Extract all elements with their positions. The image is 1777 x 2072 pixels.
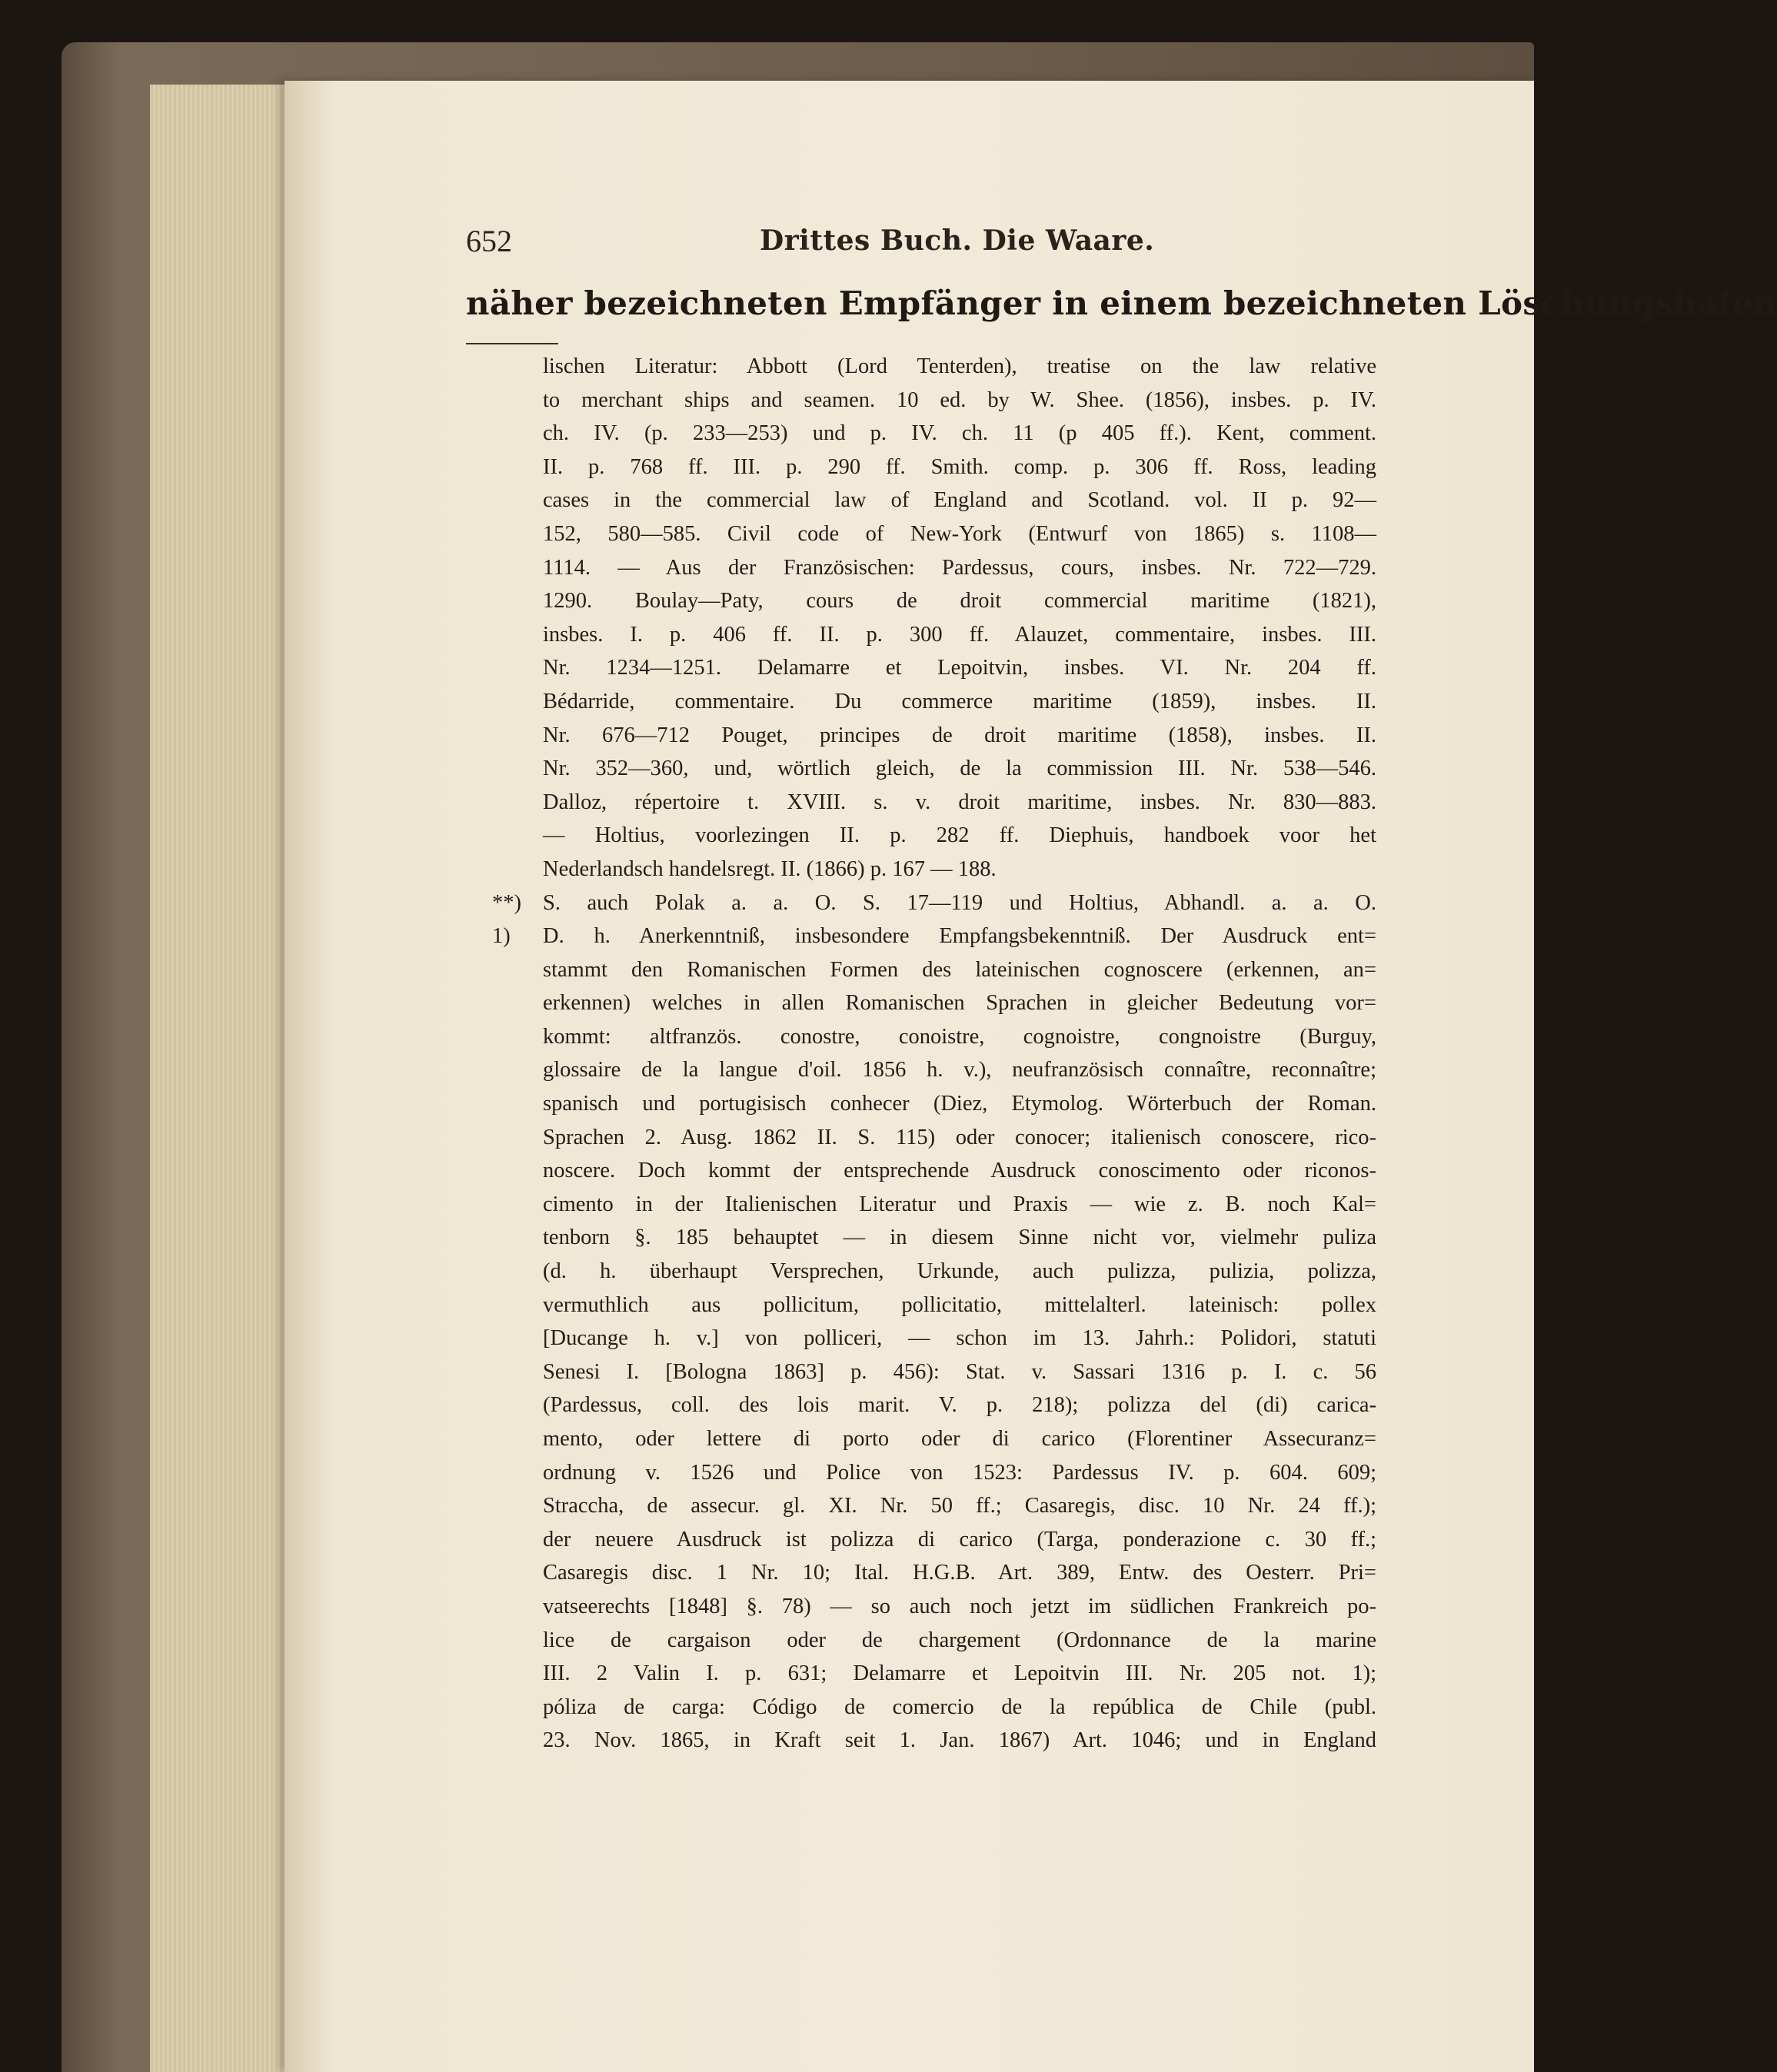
footnote-line: Senesi I. [Bologna 1863] p. 456): Stat. v. Sassari 1316 p. I. c. 56 [543, 1359, 1376, 1384]
footnote-line: spanisch und portugisisch conhecer (Diez, Etymolog. Wörterbuch der Roman. [543, 1092, 1376, 1116]
footnote-line: tenborn §. 185 behauptet — in diesem Sinne nicht vor, vielmehr puliza [543, 1226, 1376, 1250]
footnote-line: kommt: altfranzös. conostre, conoistre, cognoistre, congnoistre (Burguy, [543, 1024, 1376, 1049]
footnote-line: der neuere Ausdruck ist polizza di carico (Targa, ponderazione c. 30 ff.; [543, 1527, 1376, 1552]
footnote-line: (d. h. überhaupt Versprechen, Urkunde, auch pulizza, pulizia, polizza, [543, 1259, 1376, 1284]
footnote-line: Casaregis disc. 1 Nr. 10; Ital. H.G.B. Art. 389, Entw. des Oesterr. Pri= [543, 1561, 1376, 1585]
footnote-line: vermuthlich aus pollicitum, pollicitatio, mittelalterl. lateinisch: pollex [543, 1292, 1376, 1317]
footnotes [461, 350, 1376, 1758]
footnote-line: noscere. Doch kommt der entsprechende Ausdruck conoscimento oder riconos- [543, 1159, 1376, 1183]
page-number: 652 [466, 224, 512, 258]
footnote-rule [466, 343, 558, 344]
footnote-line: Nr. 676—712 Pouget, principes de droit maritime (1858), insbes. II. [543, 723, 1376, 747]
footnote-line: 1114. — Aus der Französischen: Pardessus, cours, insbes. Nr. 722—729. [543, 555, 1376, 580]
footnote-line: ch. IV. (p. 233—253) und p. IV. ch. 11 (p 405 ff.). Kent, comment. [543, 421, 1376, 446]
footnote-line: Sprachen 2. Ausg. 1862 II. S. 115) oder conocer; italienisch conoscere, rico- [543, 1125, 1376, 1149]
footnote-line: Dalloz, répertoire t. XVIII. s. v. droit maritime, insbes. Nr. 830—883. [543, 790, 1376, 814]
footnote-line: Nederlandsch handelsregt. II. (1866) p. 167 — 188. [543, 856, 997, 881]
footnote-line: D. h. Anerkenntniß, insbesondere Empfangsbekenntniß. Der Ausdruck ent= [543, 924, 1376, 949]
footnote-marker: 1) [492, 924, 511, 949]
footnote-line: (Pardessus, coll. des lois marit. V. p. 218); polizza del (di) carica- [543, 1393, 1376, 1418]
footnote-line: cimento in der Italienischen Literatur und Praxis — wie z. B. noch Kal= [543, 1192, 1376, 1216]
footnote-line: II. p. 768 ff. III. p. 290 ff. Smith. comp. p. 306 ff. Ross, leading [543, 454, 1376, 479]
footnote-marker: **) [492, 890, 521, 915]
running-title: Drittes Buch. Die Waare. [760, 224, 1155, 257]
footnote-line: vatseerechts [1848] §. 78) — so auch noch jetzt im südlichen Frankreich po- [543, 1594, 1376, 1618]
footnote-line: III. 2 Valin I. p. 631; Delamarre et Lepoitvin III. Nr. 205 not. 1); [543, 1661, 1376, 1686]
page-header [466, 223, 1366, 269]
footnote-line: ordnung v. 1526 und Police von 1523: Pardessus IV. p. 604. 609; [543, 1460, 1376, 1485]
footnote-line: mento, oder lettere di porto oder di carico (Florentiner Assecuranz= [543, 1427, 1376, 1451]
footnote-line: [Ducange h. v.] von polliceri, — schon im 13. Jahrh.: Polidori, statuti [543, 1326, 1376, 1351]
footnote-line: póliza de carga: Código de comercio de la república de Chile (publ. [543, 1695, 1376, 1719]
body-text-line: näher bezeichneten Empfänger in einem bezeichneten Löschungshafen [466, 284, 1777, 322]
footnote-line: Bédarride, commentaire. Du commerce maritime (1859), insbes. II. [543, 689, 1376, 713]
footnote-line: insbes. I. p. 406 ff. II. p. 300 ff. Alauzet, commentaire, insbes. III. [543, 622, 1376, 647]
footnote-double-star [461, 886, 1376, 920]
footnote-line: glossaire de la langue d'oil. 1856 h. v.), neufranzösisch connaître, reconnaître; [543, 1058, 1376, 1083]
footnote-line: erkennen) welches in allen Romanischen Sprachen in gleicher Bedeutung vor= [543, 991, 1376, 1016]
footnote-1 [461, 920, 1376, 1758]
footnote-line: lice de cargaison oder de chargement (Ordonnance de la marine [543, 1628, 1376, 1652]
footnote-line: 1290. Boulay—Paty, cours de droit commercial maritime (1821), [543, 589, 1376, 614]
footnote-continuation [461, 350, 1376, 886]
footnote-line: 152, 580—585. Civil code of New-York (Entwurf von 1865) s. 1108— [543, 521, 1376, 546]
footnote-line: stammt den Romanischen Formen des lateinischen cognoscere (erkennen, an= [543, 957, 1376, 982]
footnote-line: Straccha, de assecur. gl. XI. Nr. 50 ff.; Casaregis, disc. 10 Nr. 24 ff.); [543, 1494, 1376, 1518]
footnote-line: S. auch Polak a. a. O. S. 17—119 und Holtius, Abhandl. a. a. O. [543, 890, 1376, 915]
footnote-line: 23. Nov. 1865, in Kraft seit 1. Jan. 1867) Art. 1046; und in England [543, 1728, 1376, 1753]
footnote-line: Nr. 1234—1251. Delamarre et Lepoitvin, insbes. VI. Nr. 204 ff. [543, 656, 1376, 680]
footnote-line: Nr. 352—360, und, wörtlich gleich, de la commission III. Nr. 538—546. [543, 757, 1376, 781]
footnote-line: — Holtius, voorlezingen II. p. 282 ff. Diephuis, handboek voor het [543, 823, 1376, 848]
footnote-line: lischen Literatur: Abbott (Lord Tenterden), treatise on the law relative [543, 354, 1376, 378]
footnote-line: to merchant ships and seamen. 10 ed. by W. Shee. (1856), insbes. p. IV. [543, 387, 1376, 412]
footnote-line: cases in the commercial law of England and Scotland. vol. II p. 92— [543, 488, 1376, 513]
